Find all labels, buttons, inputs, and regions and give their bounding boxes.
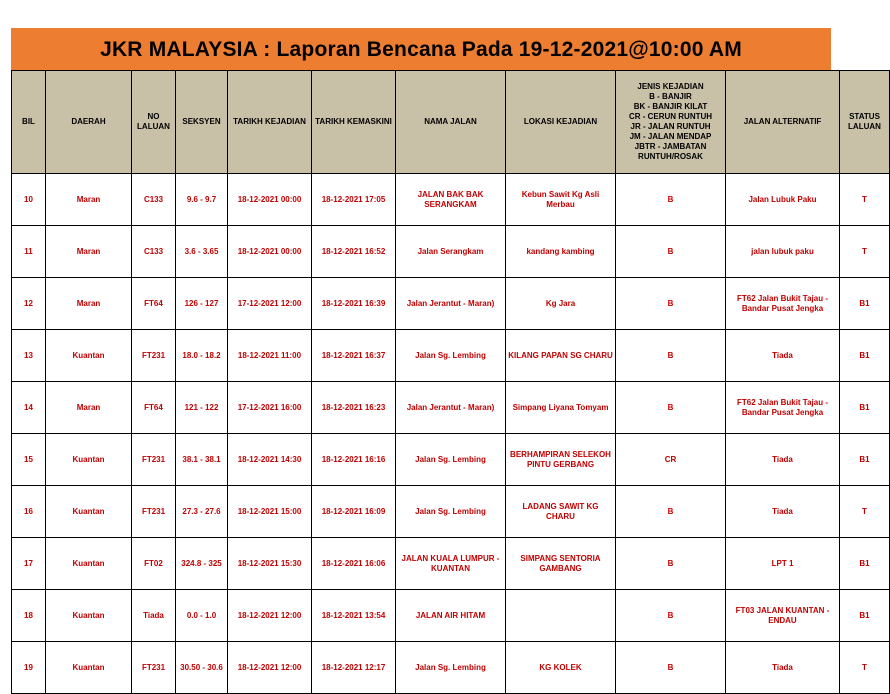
cell-daerah: Kuantan [46,434,132,486]
cell-tarikh-kemaskini: 18-12-2021 16:06 [312,538,396,590]
cell-jenis-kejadian: B [616,330,726,382]
cell-no-laluan: C133 [132,226,176,278]
cell-seksyen: 27.3 - 27.6 [176,486,228,538]
cell-jalan-alternatif: Tiada [726,330,840,382]
page-title: JKR MALAYSIA : Laporan Bencana Pada 19-12-2021@10:00 AM [100,38,742,61]
cell-jenis-kejadian: CR [616,434,726,486]
cell-status-laluan: T [840,642,890,694]
cell-seksyen: 0.0 - 1.0 [176,590,228,642]
cell-no-laluan: FT231 [132,434,176,486]
cell-jenis-kejadian: B [616,538,726,590]
cell-daerah: Kuantan [46,538,132,590]
cell-tarikh-kejadian: 18-12-2021 15:00 [228,486,312,538]
cell-nama-jalan: Jalan Jerantut - Maran) [396,382,506,434]
table-row [12,278,890,330]
cell-jalan-alternatif: Tiada [726,486,840,538]
legend-line-1: B - BANJIR [649,92,692,101]
cell-status-laluan: B1 [840,330,890,382]
legend-line-4: JR - JALAN RUNTUH [630,122,711,131]
cell-tarikh-kejadian: 18-12-2021 15:30 [228,538,312,590]
cell-lokasi-kejadian: Kebun Sawit Kg Asli Merbau [506,174,616,226]
cell-nama-jalan: Jalan Jerantut - Maran) [396,278,506,330]
table-row [12,330,890,382]
cell-jalan-alternatif: FT62 Jalan Bukit Tajau - Bandar Pusat Jengka [726,278,840,330]
legend-line-6: JBTR - JAMBATAN [634,142,707,151]
cell-nama-jalan: Jalan Serangkam [396,226,506,278]
cell-no-laluan: FT02 [132,538,176,590]
cell-lokasi-kejadian: Simpang Liyana Tomyam [506,382,616,434]
cell-tarikh-kejadian: 17-12-2021 16:00 [228,382,312,434]
column-header-jenis-kejadian [616,71,726,174]
cell-tarikh-kejadian: 18-12-2021 00:00 [228,174,312,226]
legend-line-2: BK - BANJIR KILAT [633,102,708,111]
cell-daerah: Maran [46,382,132,434]
cell-daerah: Maran [46,278,132,330]
cell-no-laluan: Tiada [132,590,176,642]
cell-status-laluan: T [840,226,890,278]
cell-daerah: Kuantan [46,330,132,382]
cell-seksyen: 324.8 - 325 [176,538,228,590]
cell-status-laluan: B1 [840,278,890,330]
cell-tarikh-kemaskini: 18-12-2021 16:16 [312,434,396,486]
cell-status-laluan: T [840,486,890,538]
cell-daerah: Maran [46,174,132,226]
legend-line-3: CR - CERUN RUNTUH [628,112,713,121]
disaster-report-table [11,70,890,694]
cell-status-laluan: B1 [840,434,890,486]
cell-lokasi-kejadian: BERHAMPIRAN SELEKOH PINTU GERBANG [506,434,616,486]
cell-nama-jalan: JALAN KUALA LUMPUR - KUANTAN [396,538,506,590]
cell-tarikh-kemaskini: 18-12-2021 13:54 [312,590,396,642]
cell-tarikh-kemaskini: 18-12-2021 17:05 [312,174,396,226]
cell-no-laluan: FT231 [132,642,176,694]
cell-jenis-kejadian: B [616,174,726,226]
cell-tarikh-kejadian: 18-12-2021 12:00 [228,590,312,642]
cell-jenis-kejadian: B [616,486,726,538]
table-row [12,382,890,434]
column-header-seksyen: SEKSYEN [176,71,228,174]
cell-no-laluan: FT64 [132,382,176,434]
cell-bil: 14 [12,382,46,434]
cell-bil: 13 [12,330,46,382]
cell-no-laluan: FT64 [132,278,176,330]
column-header-tarikh-kejadian: TARIKH KEJADIAN [228,71,312,174]
cell-seksyen: 126 - 127 [176,278,228,330]
table-header-row [12,71,890,174]
cell-bil: 18 [12,590,46,642]
column-header-tarikh-kemaskini: TARIKH KEMASKINI [312,71,396,174]
cell-tarikh-kemaskini: 18-12-2021 12:17 [312,642,396,694]
cell-tarikh-kejadian: 17-12-2021 12:00 [228,278,312,330]
cell-status-laluan: T [840,174,890,226]
cell-nama-jalan: Jalan Sg. Lembing [396,486,506,538]
cell-daerah: Kuantan [46,642,132,694]
cell-nama-jalan: Jalan Sg. Lembing [396,434,506,486]
cell-daerah: Maran [46,226,132,278]
cell-jalan-alternatif: Tiada [726,642,840,694]
cell-jenis-kejadian: B [616,382,726,434]
cell-tarikh-kejadian: 18-12-2021 11:00 [228,330,312,382]
cell-status-laluan: B1 [840,538,890,590]
cell-lokasi-kejadian: LADANG SAWIT KG CHARU [506,486,616,538]
cell-bil: 12 [12,278,46,330]
cell-daerah: Kuantan [46,590,132,642]
cell-tarikh-kemaskini: 18-12-2021 16:37 [312,330,396,382]
cell-jalan-alternatif: Tiada [726,434,840,486]
cell-bil: 15 [12,434,46,486]
cell-bil: 19 [12,642,46,694]
legend-line-7: RUNTUH/ROSAK [638,152,703,161]
cell-seksyen: 30.50 - 30.6 [176,642,228,694]
table-body [12,174,890,694]
table-row [12,174,890,226]
cell-jalan-alternatif: FT03 JALAN KUANTAN - ENDAU [726,590,840,642]
cell-bil: 17 [12,538,46,590]
cell-tarikh-kemaskini: 18-12-2021 16:52 [312,226,396,278]
table-row [12,590,890,642]
cell-nama-jalan: JALAN AIR HITAM [396,590,506,642]
table-row [12,642,890,694]
cell-nama-jalan: JALAN BAK BAK SERANGKAM [396,174,506,226]
cell-seksyen: 9.6 - 9.7 [176,174,228,226]
cell-lokasi-kejadian: Kg Jara [506,278,616,330]
legend-line-0: JENIS KEJADIAN [637,82,704,91]
table-row [12,226,890,278]
cell-jenis-kejadian: B [616,278,726,330]
cell-lokasi-kejadian: KG KOLEK [506,642,616,694]
table-row [12,538,890,590]
cell-seksyen: 121 - 122 [176,382,228,434]
cell-status-laluan: B1 [840,382,890,434]
cell-jalan-alternatif: LPT 1 [726,538,840,590]
report-title-bar [11,28,831,72]
cell-status-laluan: B1 [840,590,890,642]
cell-no-laluan: FT231 [132,330,176,382]
cell-jenis-kejadian: B [616,590,726,642]
cell-bil: 11 [12,226,46,278]
cell-bil: 16 [12,486,46,538]
cell-tarikh-kemaskini: 18-12-2021 16:09 [312,486,396,538]
cell-no-laluan: FT231 [132,486,176,538]
legend-line-5: JM - JALAN MENDAP [629,132,712,141]
column-header-nama-jalan: NAMA JALAN [396,71,506,174]
cell-lokasi-kejadian: SIMPANG SENTORIA GAMBANG [506,538,616,590]
cell-tarikh-kejadian: 18-12-2021 14:30 [228,434,312,486]
column-header-lokasi-kejadian: LOKASI KEJADIAN [506,71,616,174]
cell-bil: 10 [12,174,46,226]
cell-nama-jalan: Jalan Sg. Lembing [396,330,506,382]
cell-jenis-kejadian: B [616,642,726,694]
cell-jalan-alternatif: jalan lubuk paku [726,226,840,278]
cell-no-laluan: C133 [132,174,176,226]
column-header-daerah: DAERAH [46,71,132,174]
column-header-jalan-alternatif: JALAN ALTERNATIF [726,71,840,174]
table-row [12,486,890,538]
cell-jalan-alternatif: FT62 Jalan Bukit Tajau - Bandar Pusat Jengka [726,382,840,434]
table-row [12,434,890,486]
cell-tarikh-kemaskini: 18-12-2021 16:23 [312,382,396,434]
cell-nama-jalan: Jalan Sg. Lembing [396,642,506,694]
cell-seksyen: 38.1 - 38.1 [176,434,228,486]
cell-lokasi-kejadian [506,590,616,642]
cell-lokasi-kejadian: kandang kambing [506,226,616,278]
cell-tarikh-kejadian: 18-12-2021 00:00 [228,226,312,278]
cell-tarikh-kejadian: 18-12-2021 12:00 [228,642,312,694]
column-header-no-laluan: NO LALUAN [132,71,176,174]
cell-seksyen: 18.0 - 18.2 [176,330,228,382]
cell-jenis-kejadian: B [616,226,726,278]
cell-jalan-alternatif: Jalan Lubuk Paku [726,174,840,226]
column-header-bil: BIL [12,71,46,174]
cell-lokasi-kejadian: KILANG PAPAN SG CHARU [506,330,616,382]
cell-seksyen: 3.6 - 3.65 [176,226,228,278]
cell-tarikh-kemaskini: 18-12-2021 16:39 [312,278,396,330]
column-header-status-laluan: STATUS LALUAN [840,71,890,174]
cell-daerah: Kuantan [46,486,132,538]
